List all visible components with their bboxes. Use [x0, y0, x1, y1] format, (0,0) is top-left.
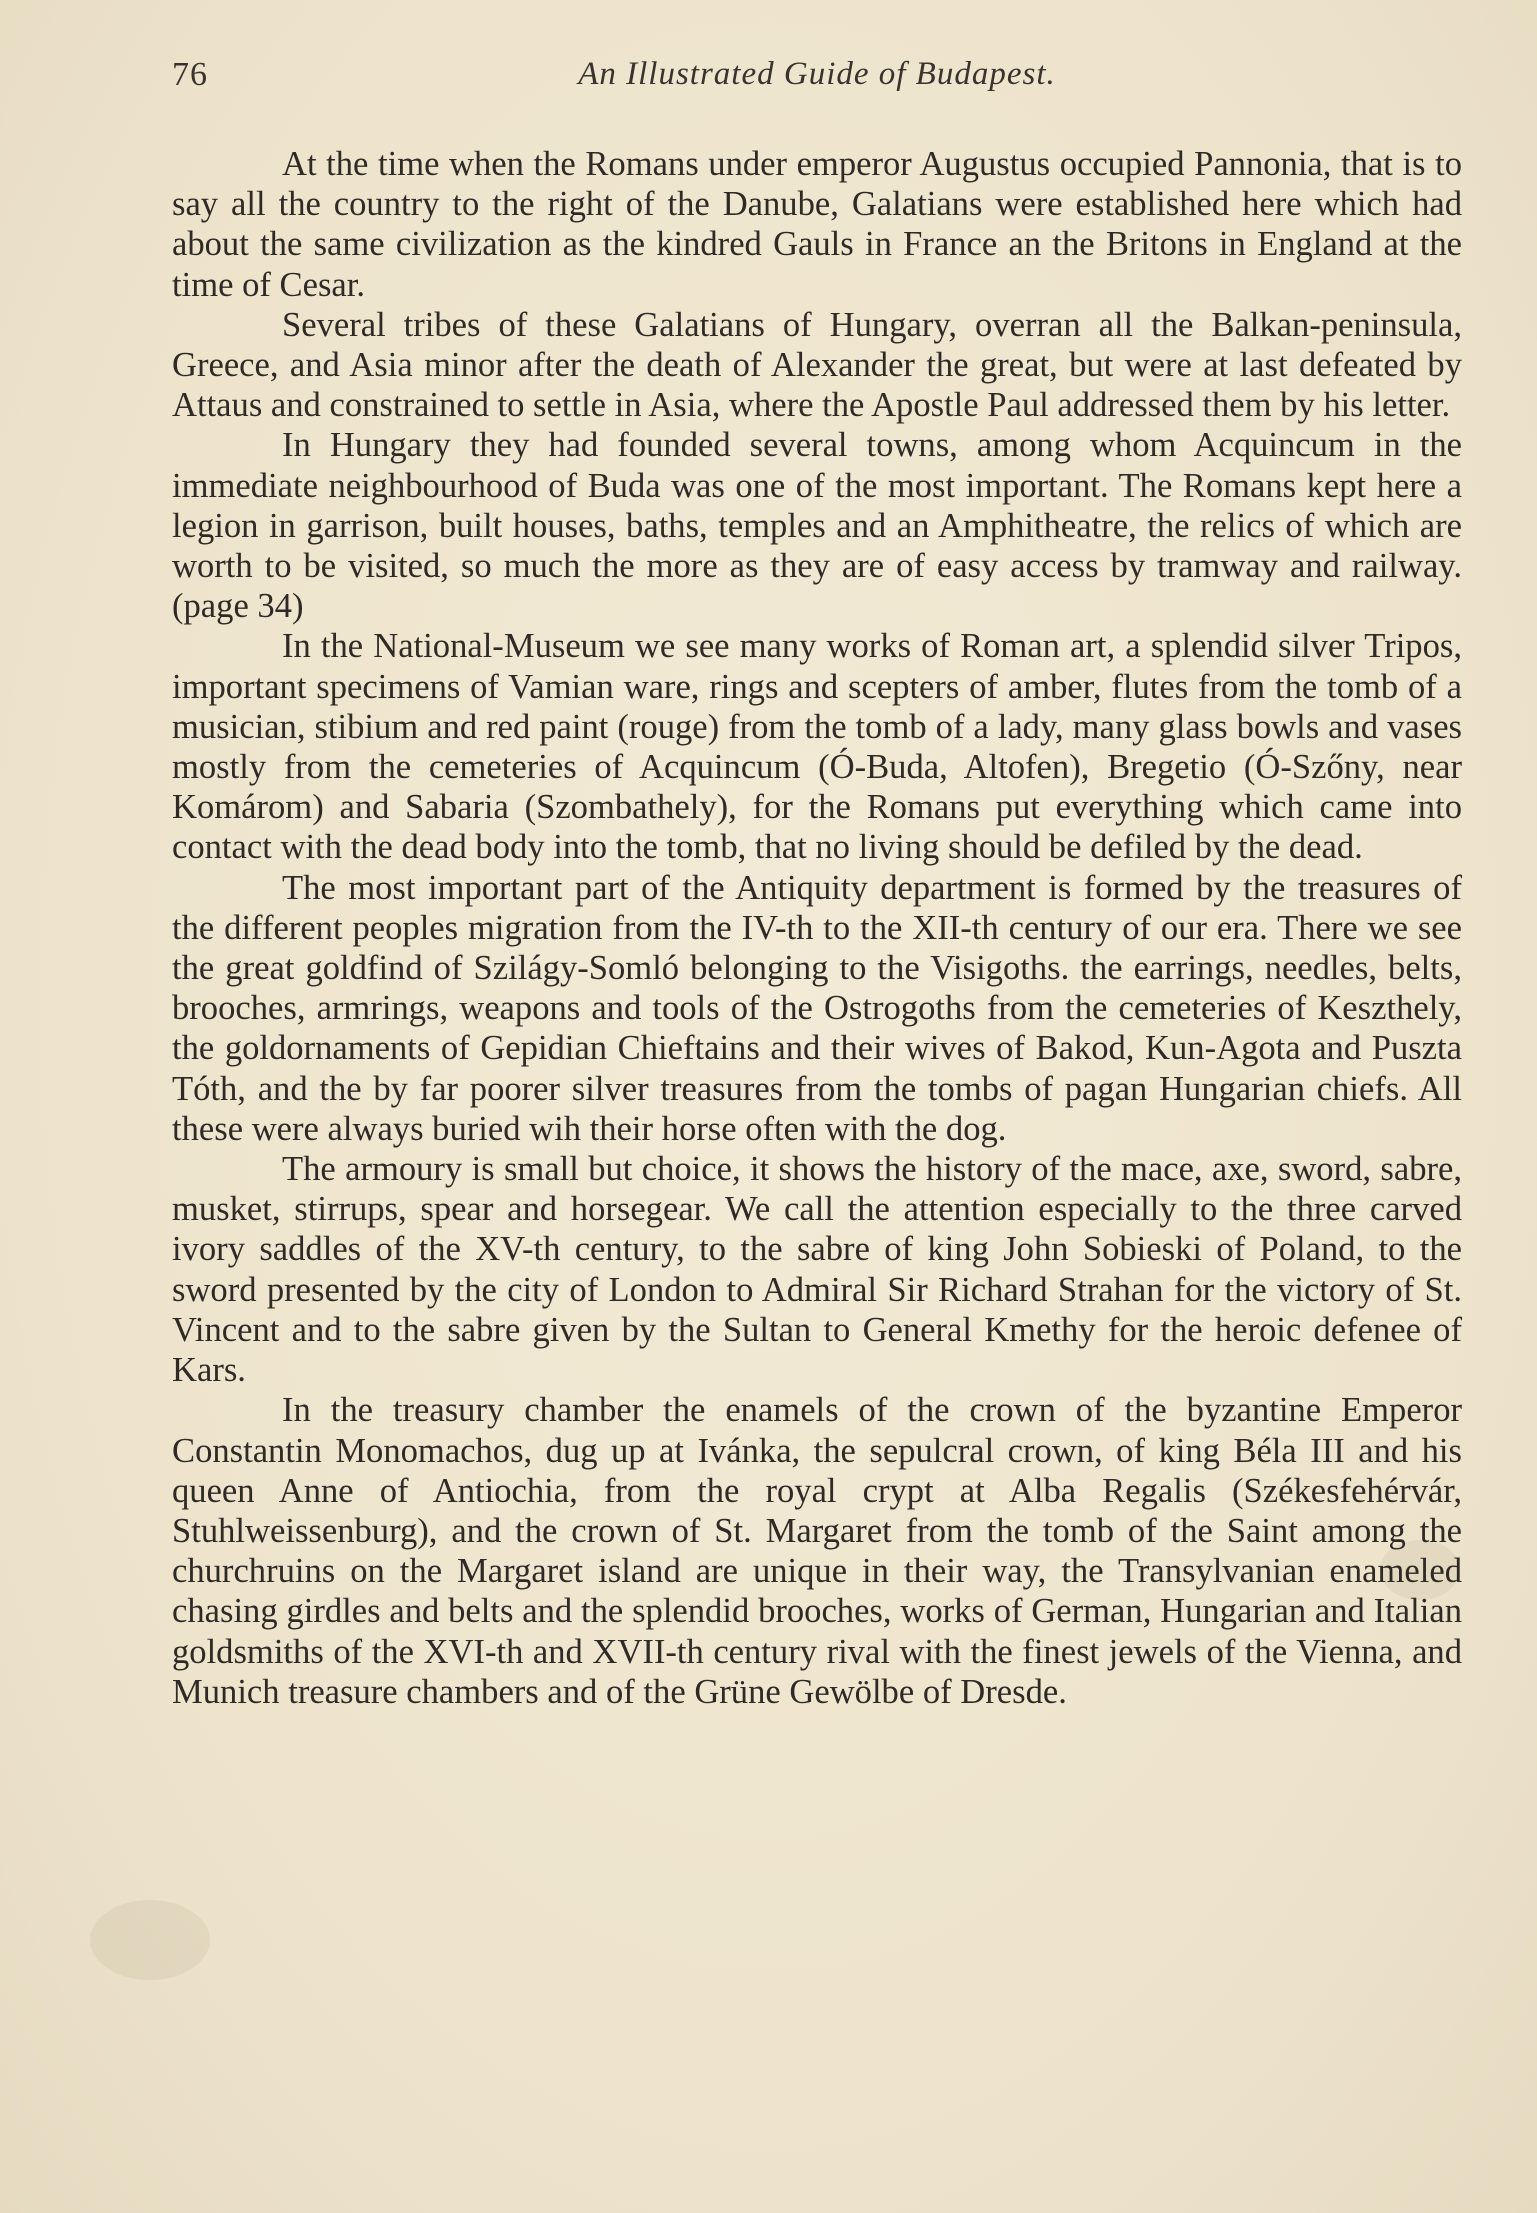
- paragraph: The armoury is small but choice, it shows the history of the mace, axe, sword, sabre, musket, stirrups, spear and horsegear. We call the attention especially to the three carved ivory saddles of the XV-th century, to the sabre of king John Sobieski of Poland, to the sword presented by the city of London to Admiral Sir Richard Strahan for the victory of St. Vincent and to the sabre given by the Sultan to General Kmethy for the heroic defenee of Kars.: [172, 1150, 1462, 1390]
- page-number: 76: [172, 56, 208, 93]
- paragraph: In the treasury chamber the enamels of the crown of the byzantine Emperor Constantin Monomachos, dug up at Ivánka, the sepulcral crown, of king Béla III and his queen Anne of Antiochia, from the royal crypt at Alba Regalis (Székesfehérvár, Stuhlweissenburg), and the crown of St. Margaret from the tomb of the Saint among the churchruins on the Margaret island are unique in their way, the Transylvanian enameled chasing girdles and belts and the splendid brooches, works of German, Hungarian and Italian goldsmiths of the XVI-th and XVII-th century rival with the finest jewels of the Vienna, and Munich treasure chambers and of the Grüne Gewölbe of Dresde.: [172, 1391, 1462, 1711]
- paragraph: Several tribes of these Galatians of Hungary, overran all the Balkan-peninsula, Greece, and Asia minor after the death of Alexander the great, but were at last defeated by Attaus and constrained to settle in Asia, where the Apostle Paul addressed them by his letter.: [172, 305, 1462, 425]
- paragraph: At the time when the Romans under emperor Augustus occupied Pannonia, that is to say all the country to the right of the Danube, Galatians were established here which had about the same civilization as the kindred Gauls in France an the Britons in England at the time of Cesar.: [172, 145, 1462, 304]
- page-header: [172, 56, 1462, 106]
- body-text: [172, 144, 1462, 1712]
- paragraph: In Hungary they had founded several towns, among whom Acquincum in the immediate neighbourhood of Buda was one of the most important. The Romans kept here a legion in garrison, built houses, baths, temples and an Amphitheatre, the relics of which are worth to be visited, so much the more as they are of easy access by tramway and railway. (page 34): [172, 426, 1462, 626]
- running-title: An Illustrated Guide of Budapest.: [578, 56, 1056, 92]
- paragraph: The most important part of the Antiquity department is formed by the treasures of the different peoples migration from the IV-th to the XII-th century of our era. There we see the great goldfind of Szilágy-Somló belonging to the Visigoths. the earrings, needles, belts, brooches, armrings, weapons and tools of the Ostrogoths from the cemeteries of Keszthely, the goldornaments of Gepidian Chieftains and their wives of Bakod, Kun-Agota and Puszta Tóth, and the by far poorer silver treasures from the tombs of pagan Hungarian chiefs. All these were always buried wih their horse often with the dog.: [172, 868, 1462, 1148]
- paragraph: In the National-Museum we see many works of Roman art, a splendid silver Tripos, important specimens of Vamian ware, rings and scepters of amber, flutes from the tomb of a musician, stibium and red paint (rouge) from the tomb of a lady, many glass bowls and vases mostly from the cemeteries of Acquincum (Ó-Buda, Altofen), Bregetio (Ó-Szőny, near Komárom) and Sabaria (Szombathely), for the Romans put everything which came into contact with the dead body into the tomb, that no living should be defiled by the dead.: [172, 627, 1462, 867]
- paper-stain: [90, 1900, 210, 1980]
